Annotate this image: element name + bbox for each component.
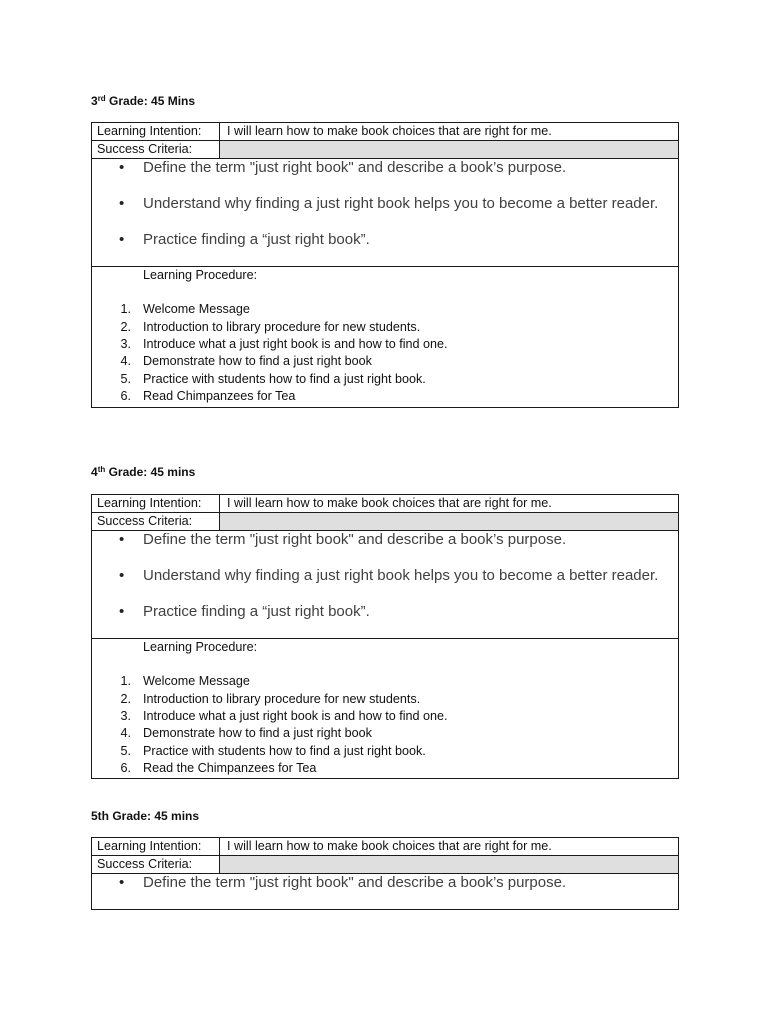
- criteria-item: • Understand why finding a just right book helps you to become a better reader.: [92, 195, 678, 212]
- procedure-text: Welcome Message: [143, 674, 250, 689]
- procedure-text: Introduction to library procedure for new students.: [143, 691, 421, 706]
- procedure-item: [92, 388, 678, 405]
- learning-intention-row: [92, 838, 678, 855]
- learning-procedure-label: Learning Procedure:: [143, 640, 258, 654]
- procedure-item: [92, 353, 678, 370]
- lesson-table-4th: [91, 494, 679, 779]
- success-criteria-label: Success Criteria:: [92, 856, 220, 873]
- procedure-text: Read Chimpanzees for Tea: [143, 389, 296, 404]
- learning-intention-text: I will learn how to make book choices that are right for me.: [227, 839, 552, 853]
- grade-heading-text: Grade: 45 Mins: [105, 94, 196, 108]
- criteria-item: • Define the term "just right book" and describe a book’s purpose.: [92, 159, 678, 176]
- procedure-item: [92, 301, 678, 318]
- procedure-number: 4.: [120, 354, 131, 369]
- procedure-number: 2.: [120, 319, 131, 334]
- learning-intention-label: Learning Intention:: [92, 495, 220, 512]
- procedure-text: Welcome Message: [143, 302, 250, 317]
- grade-heading-4th: [91, 464, 195, 482]
- procedure-item: [92, 743, 678, 760]
- criteria-item: • Define the term "just right book" and describe a book’s purpose.: [92, 531, 678, 548]
- learning-intention-text: I will learn how to make book choices that are right for me.: [227, 496, 552, 510]
- learning-intention-text: I will learn how to make book choices that are right for me.: [227, 124, 552, 138]
- procedure-text: Read the Chimpanzees for Tea: [143, 761, 317, 776]
- success-criteria-shaded-cell: [220, 141, 678, 158]
- criteria-item: • Understand why finding a just right book helps you to become a better reader.: [92, 567, 678, 584]
- learning-procedure-label: Learning Procedure:: [143, 268, 258, 282]
- procedure-number: 2.: [120, 691, 131, 706]
- procedure-text: Demonstrate how to find a just right book: [143, 354, 372, 369]
- criteria-item: • Practice finding a “just right book”.: [92, 603, 678, 620]
- procedure-number: 4.: [120, 726, 131, 741]
- procedure-item: [92, 336, 678, 353]
- grade-heading-text: Grade: 45 mins: [105, 465, 196, 479]
- procedure-item: [92, 708, 678, 725]
- learning-intention-label: Learning Intention:: [92, 838, 220, 855]
- grade-suffix: th: [97, 465, 106, 474]
- success-criteria-list: [92, 158, 678, 266]
- lesson-table-3rd: [91, 122, 679, 408]
- success-criteria-row: [92, 512, 678, 530]
- learning-intention-row: [92, 495, 678, 512]
- procedure-text: Demonstrate how to find a just right book: [143, 726, 372, 741]
- procedure-number: 3.: [120, 337, 131, 352]
- success-criteria-list: [92, 873, 678, 909]
- grade-heading-3rd: [91, 93, 195, 111]
- procedure-number: 6.: [120, 389, 131, 404]
- procedure-number: 6.: [120, 761, 131, 776]
- success-criteria-row: [92, 140, 678, 158]
- procedure-text: Practice with students how to find a just right book.: [143, 743, 426, 758]
- procedure-number: 5.: [120, 371, 131, 386]
- grade-number: 5th: [91, 809, 109, 823]
- procedure-text: Introduce what a just right book is and how to find one.: [143, 337, 448, 352]
- grade-number: 3: [91, 94, 98, 108]
- learning-intention-row: [92, 123, 678, 140]
- procedure-item: [92, 371, 678, 388]
- grade-heading-5th: [91, 808, 199, 824]
- procedure-number: 1.: [120, 302, 131, 317]
- procedure-item: [92, 673, 678, 690]
- procedure-number: 1.: [120, 674, 131, 689]
- lesson-table-5th: [91, 837, 679, 910]
- procedure-item: [92, 725, 678, 742]
- procedure-list: [92, 301, 678, 405]
- learning-intention-label: Learning Intention:: [92, 123, 220, 140]
- procedure-number: 5.: [120, 743, 131, 758]
- criteria-item: • Practice finding a “just right book”.: [92, 231, 678, 248]
- grade-heading-text: Grade: 45 mins: [109, 809, 200, 823]
- success-criteria-shaded-cell: [220, 513, 678, 530]
- grade-number: 4: [91, 465, 98, 479]
- procedure-item: [92, 319, 678, 336]
- procedure-number: 3.: [120, 709, 131, 724]
- procedure-text: Introduction to library procedure for new students.: [143, 319, 421, 334]
- learning-procedure-cell: [92, 266, 678, 407]
- success-criteria-row: [92, 855, 678, 873]
- success-criteria-label: Success Criteria:: [92, 513, 220, 530]
- grade-suffix: rd: [97, 94, 106, 103]
- procedure-item: [92, 691, 678, 708]
- procedure-text: Introduce what a just right book is and how to find one.: [143, 709, 448, 724]
- procedure-text: Practice with students how to find a just right book.: [143, 371, 426, 386]
- learning-procedure-cell: [92, 638, 678, 778]
- procedure-item: [92, 760, 678, 777]
- procedure-list: [92, 673, 678, 777]
- success-criteria-shaded-cell: [220, 856, 678, 873]
- criteria-item: • Define the term "just right book" and describe a book’s purpose.: [92, 874, 678, 891]
- success-criteria-list: [92, 530, 678, 638]
- success-criteria-label: Success Criteria:: [92, 141, 220, 158]
